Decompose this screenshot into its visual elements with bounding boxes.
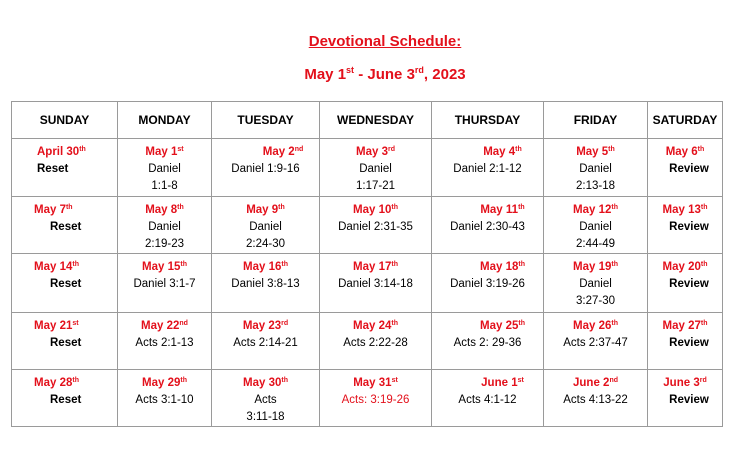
cell-reading: 2:19-23 <box>144 238 184 250</box>
cell-date: May 9th <box>246 204 285 216</box>
cell-reading: Daniel 3:1-7 <box>133 278 196 290</box>
cell-label: Review <box>669 163 709 175</box>
day-cell <box>432 254 544 313</box>
day-cell <box>432 139 544 197</box>
day-cell <box>12 370 118 427</box>
day-cell <box>12 254 118 313</box>
week-row <box>12 313 723 370</box>
cell-date: May 29th <box>142 377 187 389</box>
title-date-range: May 1st - June 3rd, 2023 <box>304 65 466 83</box>
day-cell <box>544 370 648 427</box>
cell-reading: Daniel <box>148 163 181 175</box>
cell-reading: 3:27-30 <box>575 295 615 307</box>
cell-reading: Acts 4:13-22 <box>563 394 628 406</box>
cell-reading: Daniel 3:14-18 <box>338 278 413 290</box>
day-cell <box>118 139 212 197</box>
cell-reading: 2:44-49 <box>575 238 615 250</box>
schedule-body <box>12 139 723 427</box>
week-row <box>12 197 723 254</box>
cell-reading: Acts 3:1-10 <box>135 394 194 406</box>
cell-reading: Daniel 3:8-13 <box>231 278 300 290</box>
cell-date: June 1st <box>481 377 524 389</box>
cell-reading: Daniel 3:19-26 <box>450 278 525 290</box>
day-header: SUNDAY <box>12 102 118 139</box>
week-row <box>12 370 723 427</box>
cell-label: Review <box>669 337 709 349</box>
day-cell <box>212 139 320 197</box>
cell-reading: Acts 2: 29-36 <box>453 337 522 349</box>
day-cell <box>648 254 723 313</box>
cell-reading: Daniel 1:9-16 <box>231 163 300 175</box>
cell-reading: 1:1-8 <box>151 180 178 192</box>
cell-reading: 2:24-30 <box>245 238 285 250</box>
cell-reading: Daniel <box>148 221 181 233</box>
cell-reading: Daniel <box>579 221 612 233</box>
cell-reading: 1:17-21 <box>355 180 395 192</box>
cell-date: May 23rd <box>242 320 289 332</box>
day-cell <box>320 197 432 254</box>
cell-label: Review <box>669 394 709 406</box>
cell-reading: Daniel <box>579 163 612 175</box>
cell-date: May 12th <box>573 204 618 216</box>
day-header: SATURDAY <box>648 102 723 139</box>
day-cell <box>544 197 648 254</box>
day-cell <box>544 254 648 313</box>
day-cell <box>212 197 320 254</box>
day-cell <box>648 139 723 197</box>
day-cell <box>212 370 320 427</box>
cell-date: May 15th <box>142 261 187 273</box>
day-header: TUESDAY <box>212 102 320 139</box>
cell-reading: Daniel <box>249 221 282 233</box>
cell-reading: Acts <box>254 394 277 406</box>
cell-label: Reset <box>37 163 69 175</box>
cell-date: May 21st <box>34 320 79 332</box>
cell-date: May 7th <box>34 204 73 216</box>
cell-label: Reset <box>50 394 82 406</box>
day-cell <box>118 313 212 370</box>
day-cell <box>320 313 432 370</box>
cell-label: Reset <box>50 337 82 349</box>
cell-reading: Daniel 2:1-12 <box>453 163 522 175</box>
day-cell <box>12 197 118 254</box>
day-cell <box>432 313 544 370</box>
cell-date: May 22nd <box>141 320 188 332</box>
cell-date: May 25th <box>480 320 525 332</box>
day-cell <box>12 313 118 370</box>
day-cell <box>118 197 212 254</box>
day-cell <box>544 313 648 370</box>
cell-date: May 24th <box>353 320 398 332</box>
day-cell <box>12 139 118 197</box>
day-header-row <box>12 102 723 139</box>
cell-label: Review <box>669 221 709 233</box>
cell-date: May 14th <box>34 261 79 273</box>
cell-date: May 1st <box>145 146 184 158</box>
day-cell <box>432 197 544 254</box>
day-header: MONDAY <box>118 102 212 139</box>
cell-date: May 5th <box>576 146 615 158</box>
day-cell <box>648 370 723 427</box>
cell-label: Reset <box>50 221 82 233</box>
cell-date: May 11th <box>480 204 525 216</box>
cell-reading: Acts 2:1-13 <box>135 337 194 349</box>
cell-reading: 2:13-18 <box>575 180 615 192</box>
cell-date: May 13th <box>662 204 708 216</box>
day-cell <box>212 254 320 313</box>
day-header: WEDNESDAY <box>320 102 432 139</box>
cell-date: May 6th <box>665 146 705 158</box>
day-cell <box>118 370 212 427</box>
cell-reading: Acts 2:37-47 <box>563 337 628 349</box>
cell-reading: Acts 2:14-21 <box>233 337 298 349</box>
day-cell <box>648 313 723 370</box>
day-cell <box>320 139 432 197</box>
day-cell <box>212 313 320 370</box>
day-cell <box>118 254 212 313</box>
cell-date: April 30th <box>37 146 86 158</box>
cell-reading: Acts: 3:19-26 <box>341 394 410 406</box>
cell-date: June 3rd <box>663 377 707 389</box>
cell-reading: Daniel <box>579 278 612 290</box>
day-cell <box>432 370 544 427</box>
day-cell <box>320 254 432 313</box>
cell-date: May 2nd <box>262 146 304 158</box>
cell-date: May 31st <box>353 377 398 389</box>
day-header: FRIDAY <box>544 102 648 139</box>
cell-date: May 16th <box>243 261 288 273</box>
day-cell <box>544 139 648 197</box>
week-row <box>12 254 723 313</box>
cell-label: Review <box>669 278 709 290</box>
cell-reading: Daniel <box>359 163 392 175</box>
cell-date: May 18th <box>480 261 525 273</box>
day-header: THURSDAY <box>432 102 544 139</box>
cell-reading: Acts 4:1-12 <box>458 394 517 406</box>
cell-date: May 8th <box>145 204 184 216</box>
cell-reading: Daniel 2:30-43 <box>450 221 525 233</box>
week-row <box>12 139 723 197</box>
cell-date: May 17th <box>353 261 398 273</box>
day-cell <box>320 370 432 427</box>
cell-reading: Acts 2:22-28 <box>343 337 408 349</box>
cell-date: May 10th <box>353 204 398 216</box>
cell-date: May 3rd <box>356 146 395 158</box>
cell-reading: Daniel 2:31-35 <box>338 221 413 233</box>
schedule-title <box>0 32 736 85</box>
day-cell <box>648 197 723 254</box>
cell-date: May 30th <box>243 377 288 389</box>
cell-date: May 19th <box>573 261 618 273</box>
cell-date: May 20th <box>662 261 708 273</box>
schedule-table <box>11 101 723 427</box>
cell-date: May 28th <box>34 377 79 389</box>
cell-date: May 27th <box>662 320 708 332</box>
title-heading: Devotional Schedule: <box>308 33 462 50</box>
cell-date: May 26th <box>573 320 618 332</box>
cell-reading: 3:11-18 <box>246 411 285 423</box>
cell-date: June 2nd <box>573 377 618 389</box>
cell-label: Reset <box>50 278 82 290</box>
cell-date: May 4th <box>483 146 522 158</box>
